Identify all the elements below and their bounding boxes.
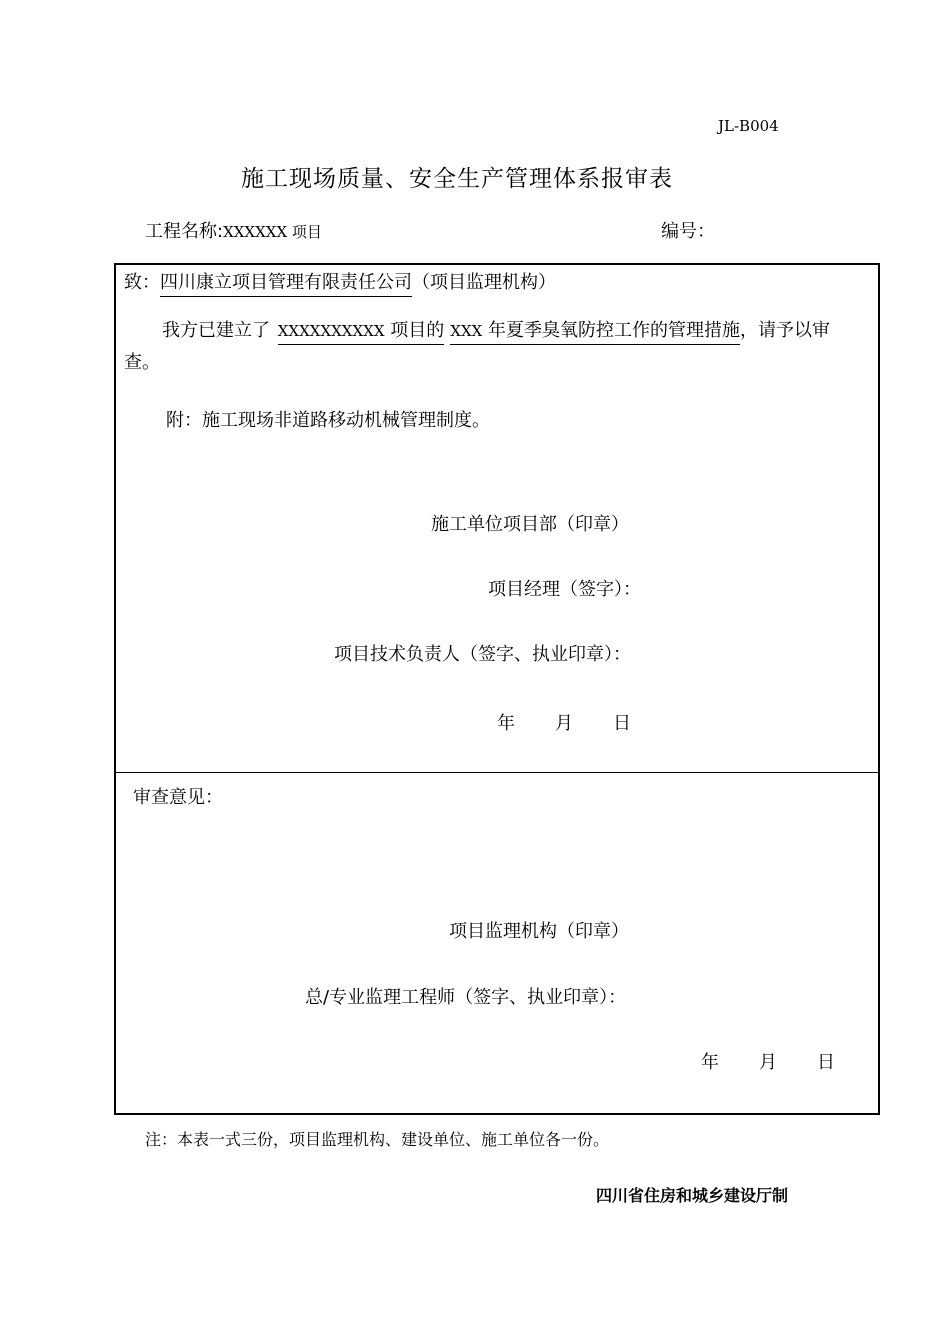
- review-opinion-label: 审查意见：: [133, 787, 223, 808]
- attachment-line: 附：施工现场非道路移动机械管理制度。: [166, 410, 490, 431]
- date-year: 年: [497, 713, 515, 734]
- date-year: 年: [701, 1052, 719, 1073]
- recipient-name: 四川康立项目管理有限责任公司: [160, 268, 412, 297]
- body-suffix: ，请予以审: [740, 320, 831, 341]
- footnote: 注：本表一式三份，项目监理机构、建设单位、施工单位各一份。: [145, 1130, 610, 1149]
- project-fill: XXXXXXXXXX 项目的: [278, 316, 445, 345]
- number-label: 编号：: [661, 221, 715, 242]
- supervision-seal-label: 项目监理机构（印章）: [449, 921, 629, 942]
- section2-date: [701, 1048, 835, 1074]
- tech-lead-label: 项目技术负责人（签字、执业印章）：: [334, 644, 631, 665]
- form-code: JL-B004: [718, 117, 779, 135]
- project-name-value: XXXXXX 项目: [223, 223, 322, 241]
- date-month: 月: [759, 1052, 777, 1073]
- measure-fill: XXX 年夏季臭氧防控工作的管理措施: [450, 316, 740, 345]
- body-prefix: 我方已建立了: [162, 320, 270, 341]
- supervising-engineer-label: 总/专业监理工程师（签字、执业印章）：: [305, 987, 627, 1008]
- project-manager-label: 项目经理（签字）：: [488, 579, 641, 600]
- date-day: 日: [613, 713, 631, 734]
- date-month: 月: [555, 713, 573, 734]
- project-name-field: [145, 217, 322, 243]
- form-title: 施工现场质量、安全生产管理体系报审表: [241, 166, 673, 192]
- date-day: 日: [817, 1052, 835, 1073]
- to-prefix: 致：: [124, 272, 160, 293]
- recipient-suffix: （项目监理机构）: [412, 272, 556, 293]
- project-name-label: 工程名称:: [145, 221, 224, 242]
- recipient-line: [124, 268, 556, 297]
- body-line: [162, 316, 830, 345]
- issuer: 四川省住房和城乡建设厅制: [596, 1186, 789, 1205]
- section-divider: [114, 772, 878, 773]
- body-continuation: 查。: [124, 352, 160, 373]
- section1-date: [497, 709, 631, 735]
- contractor-seal-label: 施工单位项目部（印章）: [431, 514, 629, 535]
